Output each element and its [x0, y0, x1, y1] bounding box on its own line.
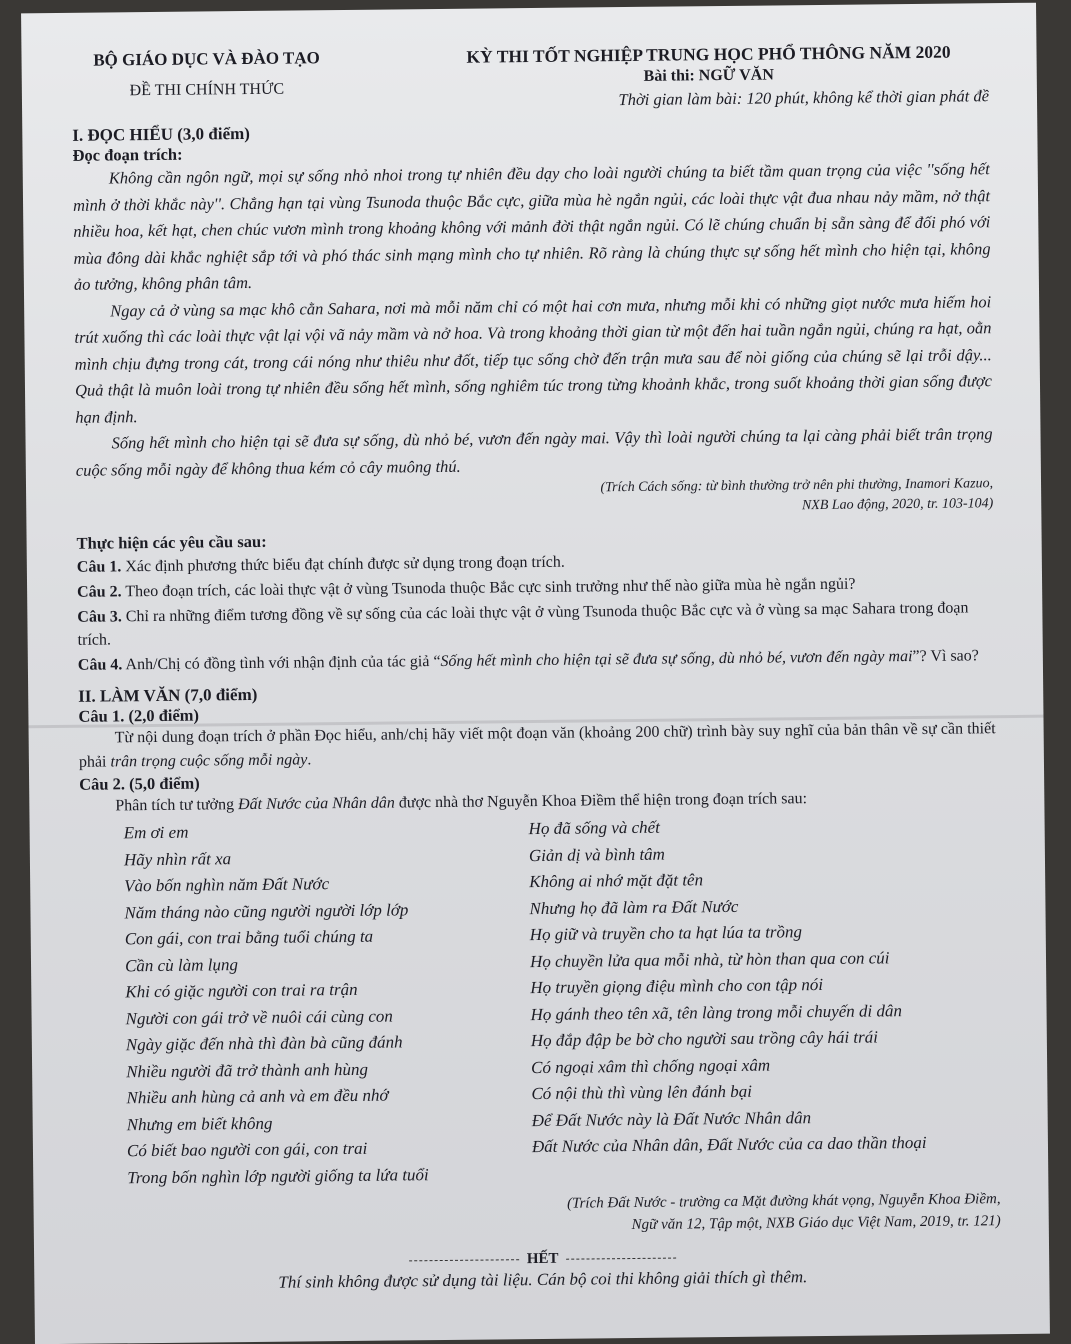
poem-excerpt	[124, 811, 1001, 1191]
poem-line-left: Trong bốn nghìn lớp người giống ta lứa tuổi	[127, 1164, 429, 1187]
poem-line-right: Họ truyền giọng điệu mình cho con tập nói	[530, 975, 824, 998]
poem-line-left: Con gái, con trai bằng tuổi chúng ta	[124, 926, 374, 949]
question-text-post: ”? Vì sao?	[912, 647, 979, 666]
poem-line-right	[532, 1156, 1000, 1187]
official-label: ĐỀ THI CHÍNH THỨC	[129, 80, 285, 100]
reading-source-1: (Trích Cách sống: từ bình thường trở nên phi thường, Inamori Kazuo,	[600, 476, 994, 496]
exam-paper	[21, 3, 1050, 1344]
poem-line-left: Em ơi em	[123, 822, 189, 843]
exam-duration: Thời gian làm bài: 120 phút, không kể thời gian phát đề	[618, 86, 990, 110]
essay-q2-em: Đất Nước của Nhân dân	[237, 794, 395, 814]
poem-line-right: Họ chuyền lửa qua mỗi nhà, từ hòn than qua con cúi	[529, 947, 890, 971]
poem-line-left: Khi có giặc người con trai ra trận	[125, 979, 358, 1002]
exam-header	[71, 41, 989, 116]
part1-title: I. ĐỌC HIỂU (3,0 điểm)	[72, 123, 250, 145]
header-left	[71, 48, 342, 116]
question-text: Chỉ ra những điểm tương đồng về sự sống của các loài thực vật ở vùng Tsunoda thuộc Bắc cực và ở vùng sa mạc Sahara trong đoạn trích.	[77, 599, 969, 649]
poem-line-left: Nhưng em biết không	[126, 1113, 273, 1134]
poem-line-left: Người con gái trở về nuôi cái cùng con	[125, 1006, 393, 1028]
poem-line-left: Có biết bao người con gái, con trai	[126, 1138, 368, 1161]
poem-line-right: Không ai nhớ mặt đặt tên	[529, 870, 704, 892]
poem-line-left: Ngày giặc đến nhà thì đàn bà cũng đánh	[125, 1032, 403, 1055]
end-dash-left	[409, 1259, 519, 1261]
question-quote: Sống hết mình cho hiện tại sẽ đưa sự sống, dù nhỏ bé, vươn đến ngày mai	[440, 648, 913, 670]
end-label: HẾT	[526, 1250, 559, 1268]
poem-source-2: Ngữ văn 12, Tập một, NXB Giáo dục Việt Nam, 2019, tr. 121)	[631, 1213, 1001, 1234]
poem-line-right: Họ giữ và truyền cho ta hạt lúa ta trồng	[529, 922, 803, 945]
question-text-pre: Anh/Chị có đồng tình với nhận định của tác giả “	[125, 652, 441, 674]
task-label: Thực hiện các yêu cầu sau:	[76, 531, 267, 553]
poem-line-right: Họ gánh theo tên xã, tên làng trong mỗi chuyến di dân	[530, 1000, 903, 1024]
essay-q1-post: .	[307, 751, 312, 769]
end-dash-right	[566, 1258, 676, 1260]
reading-intro: Đọc đoạn trích:	[72, 144, 183, 165]
poem-line-left: Hãy nhìn rất xa	[123, 848, 232, 869]
poem-line-right: Có nội thù thì vùng lên đánh bại	[531, 1081, 753, 1104]
question-text: Theo đoạn trích, các loài thực vật ở vùng Tsunoda thuộc Bắc cực sinh trưởng như thế nào giữa mùa hè ngắn ngủi?	[125, 575, 856, 601]
question-text: Xác định phương thức biểu đạt chính được sử dụng trong đoạn trích.	[125, 553, 565, 576]
question-label: Câu 3.	[77, 608, 122, 626]
reading-source-2: NXB Lao động, 2020, tr. 103-104)	[801, 496, 994, 514]
poem-line-right: Nhưng họ đã làm ra Đất Nước	[529, 896, 739, 918]
question-label: Câu 2.	[77, 583, 122, 601]
ministry-name: BỘ GIÁO DỤC VÀ ĐÀO TẠO	[93, 48, 320, 70]
essay-q2-post: được nhà thơ Nguyễn Khoa Điềm thể hiện trong đoạn trích sau:	[394, 790, 808, 812]
essay-q2-pre: Phân tích tư tưởng	[115, 796, 239, 815]
exam-subject: Bài thi: NGỮ VĂN	[643, 66, 774, 85]
poem-line-left: Vào bốn nghìn năm Đất Nước	[124, 874, 330, 896]
essay-q2-label: Câu 2. (5,0 điểm)	[79, 773, 200, 794]
poem-line-left: Nhiều anh hùng cả anh và em đều nhớ	[126, 1085, 389, 1108]
poem-line-right: Có ngoại xâm thì chống ngoại xâm	[531, 1055, 771, 1077]
footer-note: Thí sinh không được sử dụng tài liệu. Cán bộ coi thi không giải thích gì thêm.	[278, 1267, 808, 1292]
reading-paragraph-3: Sống hết mình cho hiện tại sẽ đưa sự sống, dù nhỏ bé, vươn đến ngày mai. Vậy thì loài người chúng ta lại càng phải biết trân trọng cuộc sống mỗi ngày để không thua kém cỏ cây muông thú.	[75, 424, 993, 480]
poem-line-right: Để Đất Nước này là Đất Nước Nhân dân	[531, 1107, 812, 1130]
essay-q1-pre: Từ nội dung đoạn trích ở phần Đọc hiểu, anh/chị hãy viết một đoạn văn (khoảng 200 chữ) trình bày suy nghĩ của bản thân về sự cần thiết phải	[78, 720, 996, 771]
question-label: Câu 1.	[76, 558, 122, 576]
header-right	[428, 41, 989, 112]
poem-line-left: Năm tháng nào cũng người người lớp lớp	[124, 899, 409, 922]
poem-line-right: Họ đã sống và chết	[528, 817, 660, 839]
poem-line-right: Giản dị và bình tâm	[528, 844, 665, 865]
question-3	[77, 596, 994, 652]
essay-q1-em: trân trọng cuộc sống mỗi ngày	[110, 751, 308, 771]
reading-paragraph-2: Ngay cả ở vùng sa mạc khô cằn Sahara, nơi mà mỗi năm chỉ có một hai cơn mưa, nhưng mỗi khi có những giọt nước mưa hiếm hoi trút xuống thì các loài thực vật lại vội vã nảy mầm và nở hoa. Và trong khoảng thời gian từ một đến hai tuần ngắn ngủi, chúng ra hạt, oằn mình chịu đựng trong cát, trong cái nóng như thiêu như đốt, tiếp tục sống chờ đến trận mưa sau để nòi giống của chúng sẽ lại trỗi dậy... Quả thật là muôn loài trong tự nhiên đều sống hết mình, sống nghiêm túc trong từng khoảnh khắc, trong suốt khoảng thời gian sống được hạn định.	[74, 291, 993, 427]
exam-title: KỲ THI TỐT NGHIỆP TRUNG HỌC PHỔ THÔNG NĂM 2020	[466, 41, 951, 67]
essay-q1-label: Câu 1. (2,0 điểm)	[78, 705, 200, 726]
poem-line-right: Đất Nước của Nhân dân, Đất Nước của ca dao thần thoại	[531, 1132, 927, 1157]
poem-source-1: (Trích Đất Nước - trường ca Mặt đường khát vọng, Nguyễn Khoa Điềm,	[566, 1191, 1001, 1212]
question-label: Câu 4.	[77, 656, 123, 674]
poem-line-left: Cần cù làm lụng	[124, 954, 238, 975]
part2-title: II. LÀM VĂN (7,0 điểm)	[78, 684, 258, 706]
poem-line-left: Nhiều người đã trở thành anh hùng	[126, 1059, 369, 1081]
reading-paragraph-1: Không cần ngôn ngữ, mọi sự sống nhỏ nhoi trong tự nhiên đều dạy cho loài người chúng ta biết tầm quan trọng của việc ''sống hết mình ở thời khắc này''. Chẳng hạn tại vùng Tsunoda thuộc Bắc cực, giữa mùa hè ngắn ngủi, các loài thực vật đua nhau nảy mầm, nở thật nhiều hoa, kết hạt, chen chúc vươn mình trong khoảng không với mảnh đời thật ngắn ngủi. Có lẽ chúng chuẩn bị sẵn sàng để đối phó với mùa đông dài khắc nghiệt sắp tới và phó thác sinh mạng mình cho tự nhiên. Rõ ràng là chúng thực sự sống hết mình cho hiện tại, không ảo tưởng, không phân tâm.	[72, 159, 991, 294]
poem-line-right: Họ đắp đập be bờ cho người sau trồng cây hái trái	[530, 1027, 879, 1051]
